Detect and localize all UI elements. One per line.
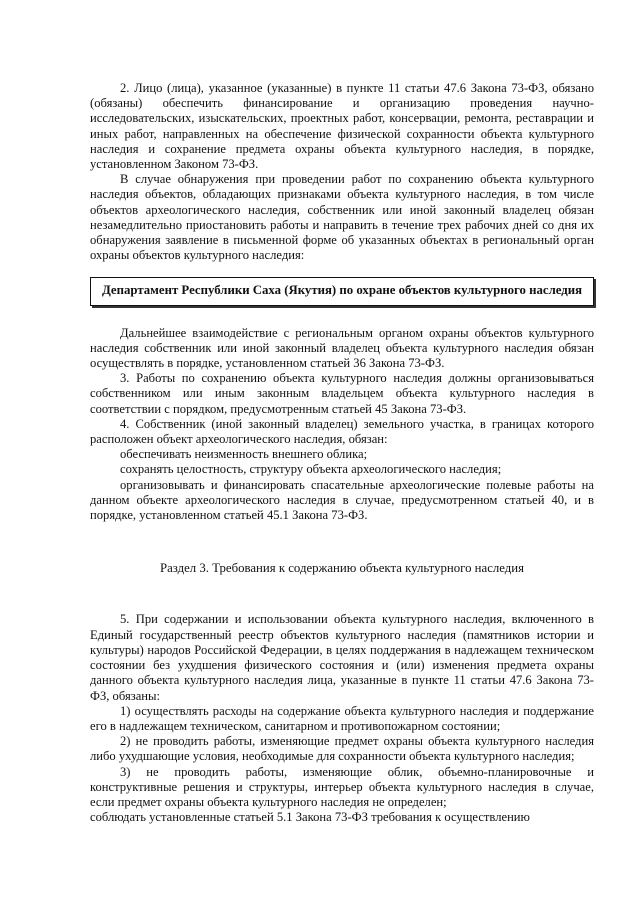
paragraph-subitem-1: 1) осуществлять расходы на содержание объекта культурного наследия и поддержание его в надлежащем техническом, санитарном и противопожарном состоянии;	[90, 703, 594, 733]
paragraph-discovery: В случае обнаружения при проведении работ по сохранению объекта культурного наследия объектов, обладающих признаками объекта культурного наследия, в том числе объектов археологического наследия, собственник или иной законный владелец обязан незамедлительно приостановить работы и направить в течение трех рабочих дней со дня их обнаружения заявление в письменной форме об указанных объектах в региональный орган охраны объектов культурного наследия:	[90, 172, 594, 263]
department-box: Департамент Республики Саха (Якутия) по охране объектов культурного наследия	[90, 277, 594, 305]
paragraph-last-line: соблюдать установленные статьей 5.1 Закона 73-ФЗ требования к осуществлению	[90, 810, 530, 825]
paragraph-obligation-integrity: сохранять целостность, структуру объекта археологического наследия;	[120, 462, 502, 477]
paragraph-subitem-3: 3) не проводить работы, изменяющие облик, объемно-планировочные и конструктивные решения и структуры, интерьер объекта культурного наследия в случае, если предмет охраны объекта культурного наследия не определен;	[90, 764, 594, 809]
paragraph-obligation-appearance: обеспечивать неизменность внешнего облика;	[120, 447, 368, 462]
paragraph-item-5: 5. При содержании и использовании объекта культурного наследия, включенного в Единый государственный реестр объектов культурного наследия (памятников истории и культуры) народов Российской Федерации, в целях поддержания в надлежащем техническом состоянии без ухудшения физического состояния и (или) изменения предмета охраны данного объекта культурного наследия лица, указанные в пункте 11 статьи 47.6 Закона 73-ФЗ, обязаны:	[90, 612, 594, 703]
paragraph-item-3: 3. Работы по сохранению объекта культурного наследия должны организовываться собственником или иным законным владельцем объекта культурного наследия в соответствии с порядком, предусмотренным статьей 45 Закона 73-ФЗ.	[90, 371, 594, 416]
paragraph-obligation-rescue: организовывать и финансировать спасательные археологические полевые работы на данном объекте археологического наследия в случае, предусмотренном статьей 40, и в порядке, установленном статьей 45.1 Закона 73-ФЗ.	[90, 477, 594, 523]
document-body	[90, 81, 594, 825]
paragraph-item-4: 4. Собственник (иной законный владелец) земельного участка, в границах которого расположен объект археологического наследия, обязан:	[90, 416, 594, 447]
section-heading: Раздел 3. Требования к содержанию объекта культурного наследия	[159, 561, 525, 576]
paragraph-subitem-2: 2) не проводить работы, изменяющие предмет охраны объекта культурного наследия либо ухудшающие условия, необходимые для сохранности объекта культурного наследия;	[90, 734, 594, 764]
paragraph-interaction: Дальнейшее взаимодействие с региональным органом охраны объектов культурного наследия собственник или иной законный владелец объекта культурного наследия обязан осуществлять в порядке, установленном статьей 36 Закона 73-ФЗ.	[90, 325, 594, 371]
paragraph-item-2: 2. Лицо (лица), указанное (указанные) в пункте 11 статьи 47.6 Закона 73-ФЗ, обязано (обязаны) обеспечить финансирование и организацию проведения научно-исследовательских, изыскательских, проектных работ, консервации, ремонта, реставрации и иных работ, направленных на обеспечение физической сохранности объекта культурного наследия и сохранение предмета охраны объекта культурного наследия, в порядке, установленном Законом 73-ФЗ.	[90, 81, 594, 172]
